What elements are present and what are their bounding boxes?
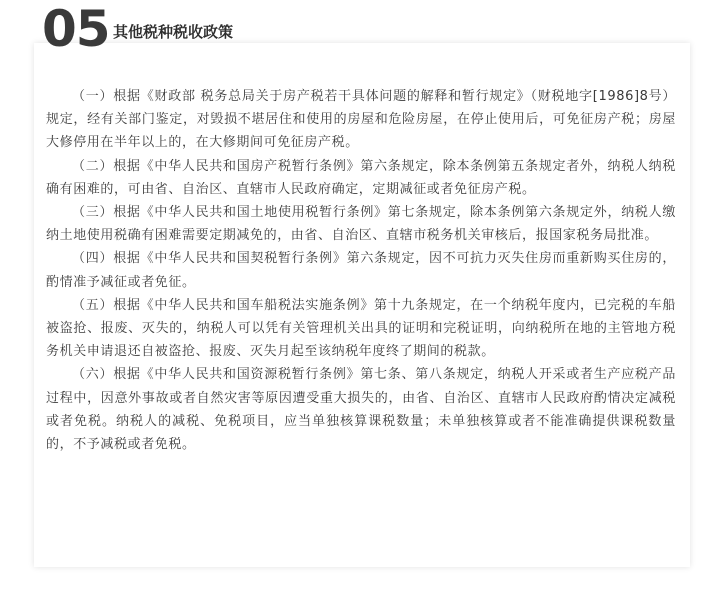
policy-paragraph-6: （六）根据《中华人民共和国资源税暂行条例》第七条、第八条规定，纳税人开采或者生产应税产品过程中，因意外事故或者自然灾害等原因遭受重大损失的，由省、自治区、直辖市人民政府酌情决定减税或者免税。纳税人的减税、免税项目，应当单独核算课税数量；未单独核算或者不能准确提供课税数量的，不予减税或者免税。 — [46, 367, 676, 453]
policy-paragraph-5: （五）根据《中华人民共和国车船税法实施条例》第十九条规定，在一个纳税年度内，已完税的车船被盗抢、报废、灭失的，纳税人可以凭有关管理机关出具的证明和完税证明，向纳税所在地的主管地方税务机关申请退还自被盗抢、报废、灭失月起至该纳税年度终了期间的税款。 — [46, 297, 676, 360]
policy-paragraph-4: （四）根据《中华人民共和国契税暂行条例》第六条规定，因不可抗力灭失住房而重新购买住房的，酌情准予减征或者免征。 — [46, 251, 676, 290]
policy-list — [46, 85, 676, 456]
policy-paragraph-3: （三）根据《中华人民共和国土地使用税暂行条例》第七条规定，除本条例第六条规定外，纳税人缴纳土地使用税确有困难需要定期减免的，由省、自治区、直辖市税务机关审核后，报国家税务局批准。 — [46, 205, 676, 244]
policy-paragraph-2: （二）根据《中华人民共和国房产税暂行条例》第六条规定，除本条例第五条规定者外，纳税人纳税确有困难的，可由省、自治区、直辖市人民政府确定，定期减征或者免征房产税。 — [46, 158, 676, 197]
section-title: 其他税种税收政策 — [113, 23, 234, 41]
section-number: 05 — [42, 0, 110, 58]
policy-paragraph-1: （一）根据《财政部 税务总局关于房产税若干具体问题的解释和暂行规定》（财税地字[1986]8号）规定，经有关部门鉴定，对毁损不堪居住和使用的房屋和危险房屋，在停止使用后，可免征房产税；房屋大修停用在半年以上的，在大修期间可免征房产税。 — [46, 89, 676, 151]
